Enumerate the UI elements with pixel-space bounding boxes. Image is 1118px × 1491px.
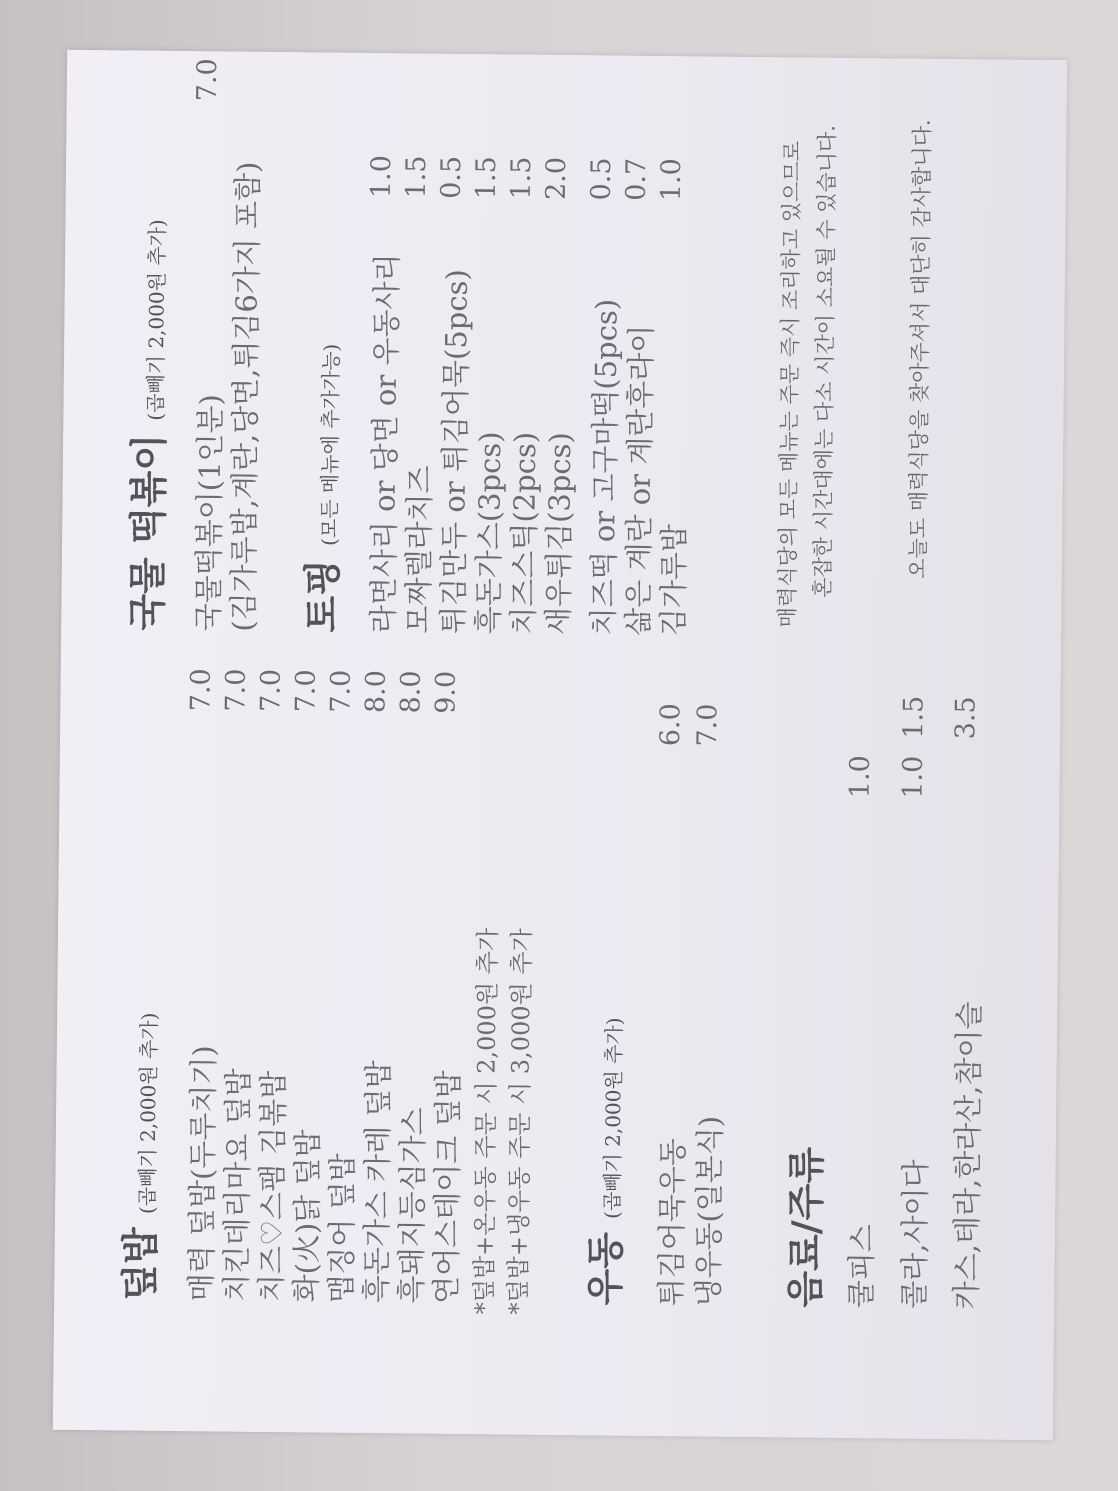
deopbap-price-1: 7.0 [185,668,217,712]
topping-price-7: 0.5 [585,157,618,201]
topping-item-4: 흑돈가스(3pcs) [471,431,508,635]
drinks-price-3: 3.5 [950,696,982,740]
deopbap-item-8: 연어스테이크 덮밥 [429,1070,466,1305]
tteokbokki-main-price: 7.0 [191,58,224,102]
topping-price-6: 2.0 [540,156,573,201]
drinks-price-2: 1.0 [897,755,929,799]
toppings-title: 토핑 [299,558,345,633]
footer-line-3: 오늘도 매력식당을 찾아주셔서 대단히 감사합니다. [905,119,935,579]
topping-price-9: 1.0 [655,158,688,202]
drinks-heading [774,1147,831,1308]
topping-item-7: 치즈떡 or 고구마떡(5pcs) [586,298,624,636]
deopbap-item-3: 치즈♡스팸 김볶밥 [254,1070,291,1303]
udon-note: (곱빼기 2,000원 추가) [600,1017,627,1220]
tteokbokki-heading [116,219,175,631]
udon-price-1: 6.0 [654,703,687,747]
deopbap-note: (곱빼기 2,000원 추가) [135,1012,162,1215]
deopbap-price-6: 8.0 [360,669,392,714]
topping-item-6: 새우튀김(3pcs) [541,431,578,636]
tteokbokki-title: 국물 떡볶이 [124,433,172,631]
topping-price-8: 0.7 [620,157,653,201]
deopbap-price-8: 9.0 [430,670,462,714]
deopbap-price-7: 8.0 [395,670,427,714]
deopbap-item-1: 매력 덮밥(두루치기) [184,1045,221,1302]
topping-item-9: 김가루밥 [656,523,692,637]
tteokbokki-main: 국물떡볶이(1인분) [191,393,228,632]
combo-note-2: *덮밥+냉우동 주문 시 3,000원 추가 [504,928,537,1315]
topping-price-2: 1.5 [400,155,433,199]
deopbap-item-5: 맵징어 덮밥 [324,1153,360,1303]
footer-line-1: 매력식당의 모든 메뉴는 주문 즉시 조리하고 있으므로 [775,140,805,628]
footer-line-2: 혼잡한 시간대에는 다소 시간이 소요될 수 있습니다. [810,124,840,598]
deopbap-heading [109,1012,167,1301]
drinks-item-1: 쿨피스 [844,1223,879,1309]
combo-note-1: *덮밥+온우동 주문 시 2,000원 추가 [470,927,503,1315]
drinks-price-1: 1.0 [844,755,876,799]
udon-price-2: 7.0 [691,703,724,747]
drinks-price-2b: 1.5 [898,695,930,739]
tteokbokki-desc: (김가루밥,계란,당면,튀김6가지 포함) [226,161,266,632]
tteokbokki-note: (곱빼기 2,000원 추가) [143,219,170,421]
drinks-item-2: 콜라,사이다 [897,1159,933,1309]
toppings-note: (모든 메뉴에 추가가능) [317,343,344,547]
deopbap-item-7: 흑돼지등심가스 [394,1107,431,1304]
topping-price-1: 1.0 [365,154,398,199]
deopbap-item-2: 치킨데리마요 덮밥 [219,1068,256,1302]
topping-price-5: 1.5 [505,156,538,200]
drinks-title: 음료/주류 [782,1146,829,1308]
toppings-heading [291,343,349,632]
deopbap-price-5: 7.0 [325,669,357,713]
menu-sheet [53,50,1067,1440]
udon-item-2: 냉우동(일본식) [691,1115,728,1307]
drinks-item-3: 카스,테라,한라산,참이슬 [949,1001,987,1310]
topping-price-3: 0.5 [435,155,468,199]
topping-item-3: 튀김만두 or 튀김어묵(5pcs) [436,269,474,635]
deopbap-price-2: 7.0 [220,668,252,712]
deopbap-title: 덮밥 [117,1226,163,1301]
deopbap-item-6: 흑돈가스 카레 덮밥 [359,1060,396,1304]
topping-item-2: 모짜렐라치즈 [401,465,437,634]
deopbap-price-4: 7.0 [290,669,322,713]
topping-item-5: 치즈스틱(2pcs) [506,431,543,635]
udon-heading [574,1017,632,1306]
deopbap-item-4: 화(火)닭 덮밥 [289,1129,325,1303]
topping-price-4: 1.5 [470,156,503,200]
deopbap-price-3: 7.0 [255,668,287,713]
topping-item-1: 라면사리 or 당면 or 우동사리 [366,253,405,634]
topping-item-8: 삶은 계란 or 계란후라이 [621,324,659,636]
udon-title: 우동 [582,1231,628,1306]
udon-item-1: 튀김어묵우동 [654,1137,690,1307]
